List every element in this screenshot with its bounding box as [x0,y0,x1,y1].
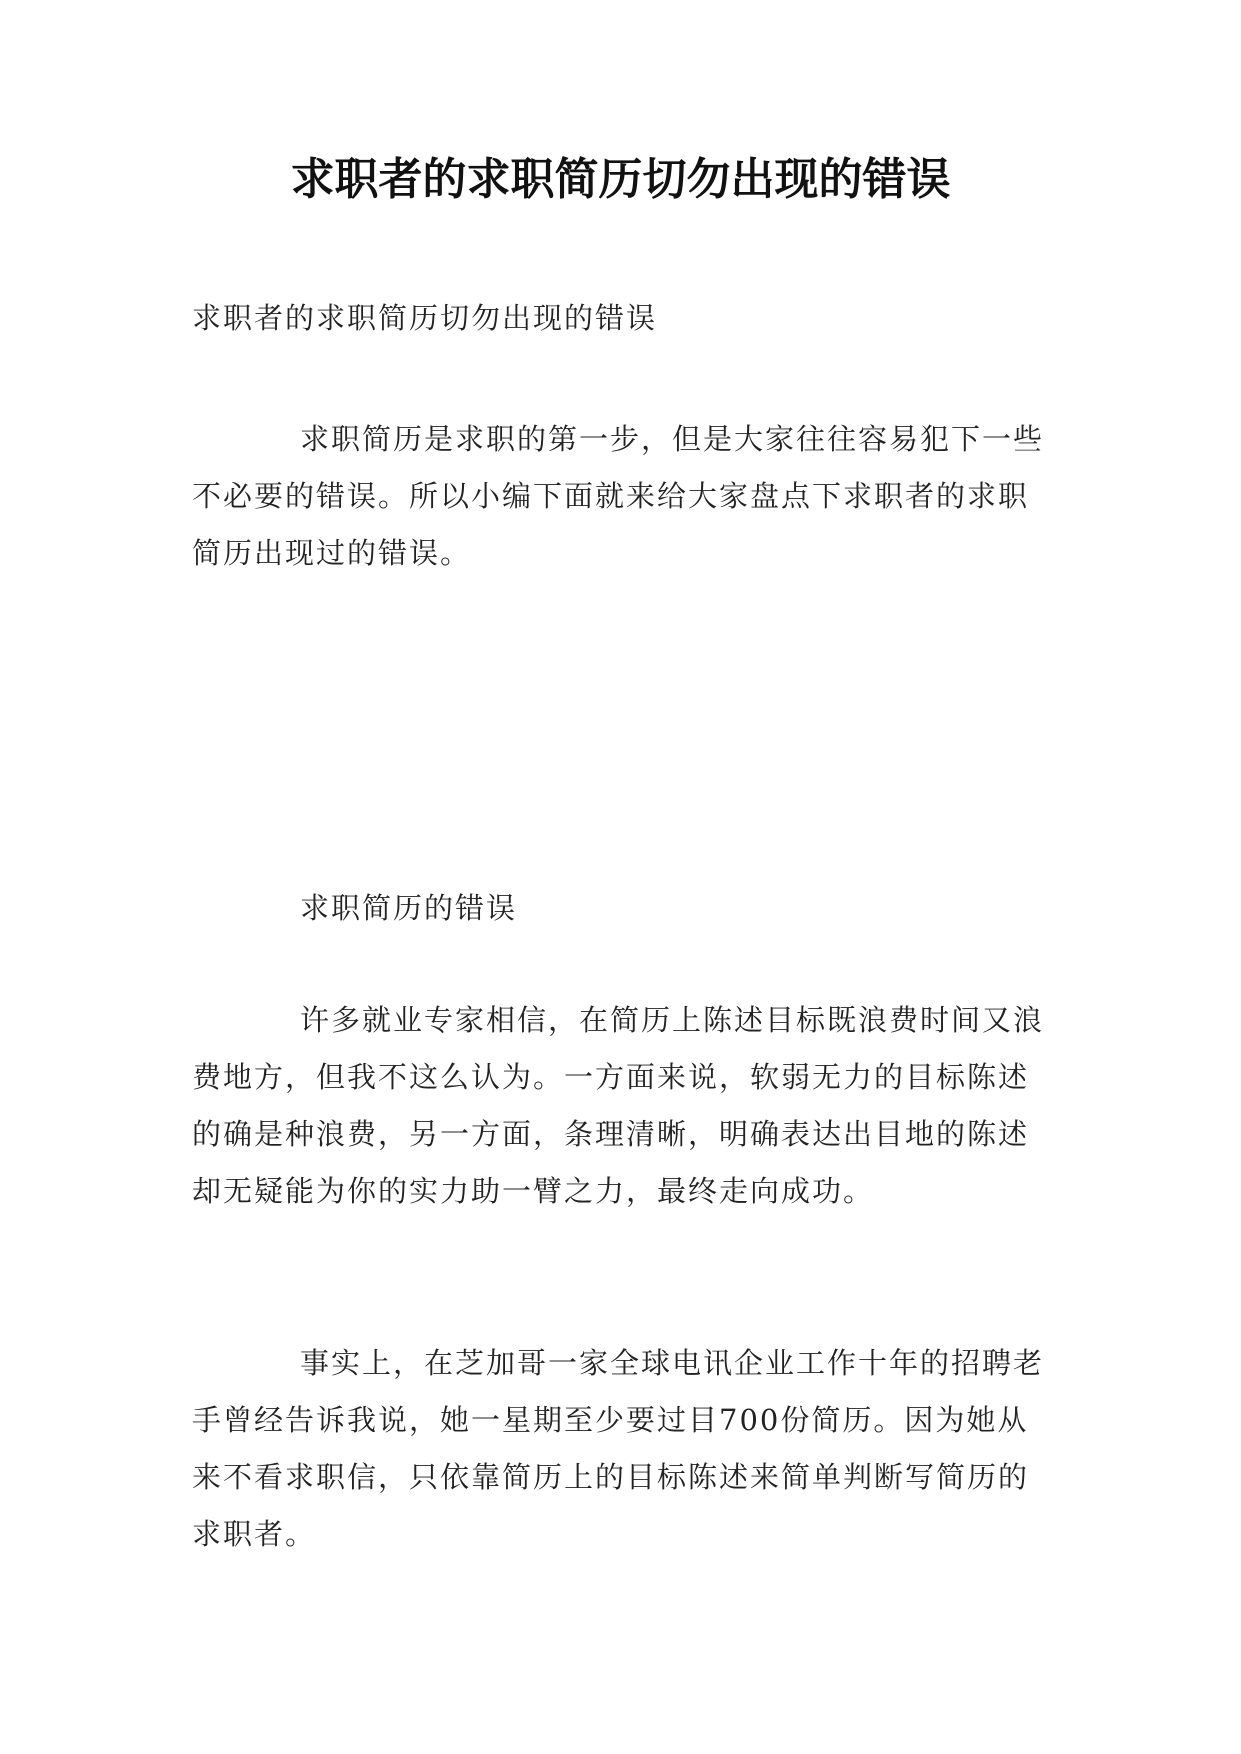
document-title: 求职者的求职简历切勿出现的错误 [290,154,951,205]
body-paragraph-1: 许多就业专家相信，在简历上陈述目标既浪费时间又浪费地方，但我不这么认为。一方面来说，软弱无力的目标陈述的确是种浪费，另一方面，条理清晰，明确表达出目地的陈述却无疑能为你的实力助一臂之力，最终走向成功。 [192,1003,1045,1208]
document-subtitle: 求职者的求职简历切勿出现的错误 [192,301,658,335]
body-paragraph-2: 事实上，在芝加哥一家全球电讯企业工作十年的招聘老手曾经告诉我说，她一星期至少要过目700份简历。因为她从来不看求职信，只依靠简历上的目标陈述来简单判断写简历的求职者。 [192,1346,1045,1551]
intro-paragraph: 求职简历是求职的第一步，但是大家往往容易犯下一些不必要的错误。所以小编下面就来给大家盘点下求职者的求职简历出现过的错误。 [192,422,1045,570]
section-heading: 求职简历的错误 [300,891,518,925]
